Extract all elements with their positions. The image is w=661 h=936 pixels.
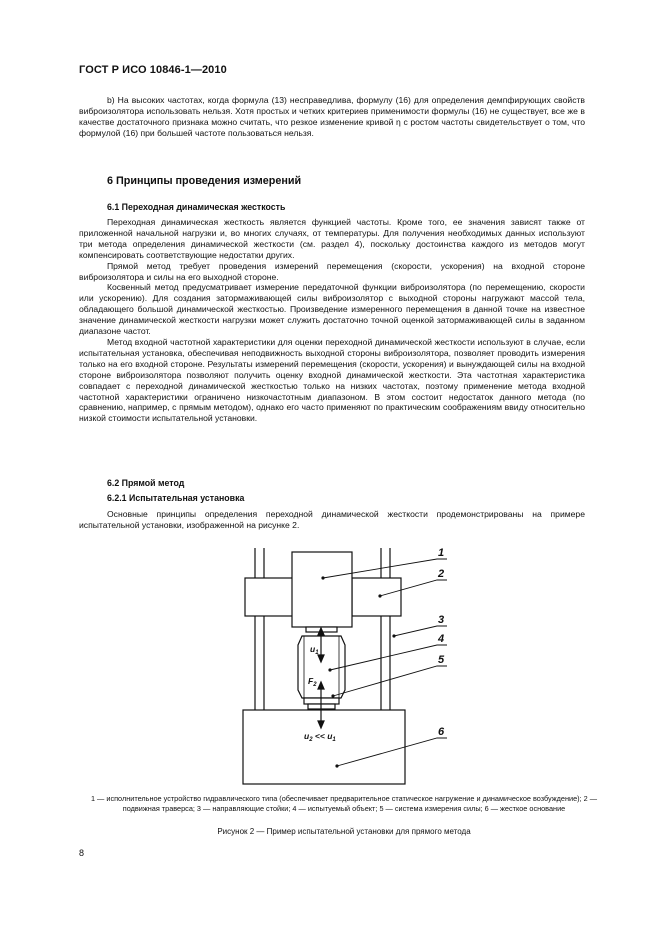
section-6-1-paragraph: Переходная динамическая жесткость является функцией частоты. Кроме того, ее значения зависят также от приложенной начальной нагрузки и, во многих случаях, от температуры. Для получения необходимых данных используют три метода определения динамической жесткости (см. раздел 4), поскольку достоинства каждого из методов могут компенсировать соответствующие недостатки других. — [79, 217, 585, 260]
callout-2: 2 — [438, 568, 445, 580]
callout-3: 3 — [438, 614, 445, 626]
figure-caption: Рисунок 2 — Пример испытательной установки для прямого метода — [217, 827, 471, 836]
document-header: ГОСТ Р ИСО 10846-1—2010 — [79, 64, 227, 76]
section-6-1-paragraph: Прямой метод требует проведения измерений перемещения (скорости, ускорения) на входной стороне виброизолятора и силы на его выходной стороне. — [79, 260, 585, 282]
label-u2-much-less-u1: $u_2 << u_1$ — [304, 731, 336, 743]
section-6-1-paragraph: Метод входной частотной характеристики для оценки переходной динамической жесткости используют в случае, если испытательная установка, обеспечивая неподвижность выходной стороны виброизолятора, позволяет проводить измерения только на его входной стороне. Результаты измерений перемещения (скорости, ускорения) и вынуждающей силы на входной стороне виброизолятора позволяют получить оценку входной динамической жесткости. Эта частотная характеристика совпадает с переходной динамической жесткостью только на низких частотах, поэтому применение метода входной частотной характеристики ограничено низкочастотным диапазоном. В этом состоит недостаток данного метода (по сравнению, например, с прямым методом), однако его часто применяют по практическим соображениям ввиду относительно низкой стоимости испытательной установки. — [79, 336, 585, 424]
section-6-2-1-heading: 6.2.1 Испытательная установка — [107, 493, 245, 503]
crossbeam-left — [245, 578, 293, 616]
paragraph-b-text: b) На высоких частотах, когда формула (13) несправедлива, формулу (16) для определения демпфирующих свойств виброизолятора использовать нельзя. Хотя простых и четких критериев применимости формулы (16) не существует, все же в качестве достаточного признака можно считать, что резкое изменение кривой η с ростом частоты свидетельствует о том, что формулой (16) при большей частоте пользоваться нельзя. — [79, 95, 585, 138]
callout-5: 5 — [438, 654, 445, 666]
section-6-2-1-paragraph: Основные принципы определения переходной динамической жесткости продемонстрированы на примере испытательной установки, изображенной на рисунке 2. — [79, 509, 585, 530]
callout-1: 1 — [438, 547, 445, 559]
crossbeam-right — [352, 578, 401, 616]
callout-4: 4 — [438, 633, 445, 645]
page-number: 8 — [79, 848, 85, 858]
section-6-2-heading: 6.2 Прямой метод — [107, 478, 185, 488]
section-6-heading: 6 Принципы проведения измерений — [107, 175, 302, 187]
label-f2: $F_2$ — [308, 676, 317, 688]
section-6-1-heading: 6.1 Переходная динамическая жесткость — [107, 202, 286, 212]
figure-legend: 1 — исполнительное устройство гидравлического типа (обеспечивает предварительное статическое нагружение и динамическое возбуждение); 2 — подвижная траверса; 3 — направляющие стойки; 4 — испытуемый объект; 5 — система измерения силы; 6 — жесткое основание — [90, 794, 598, 813]
section-6-1-paragraph: Косвенный метод предусматривает измерение передаточной функции виброизолятора (по перемещению, скорости или ускорению). Для создания затормаживающей силы виброизолятор с выходной стороны нагружают массой тела, обладающего большой динамической жесткостью. Произведение измеренного перемещения в данной точке на известное значение динамической жесткости нагрузки может служить достаточно точной оценкой затормаживающей силы в заданном диапазоне частот. — [79, 282, 585, 337]
label-u1: $u_1$ — [310, 644, 319, 656]
hydraulic-actuator — [292, 552, 352, 627]
callout-6: 6 — [438, 726, 445, 738]
